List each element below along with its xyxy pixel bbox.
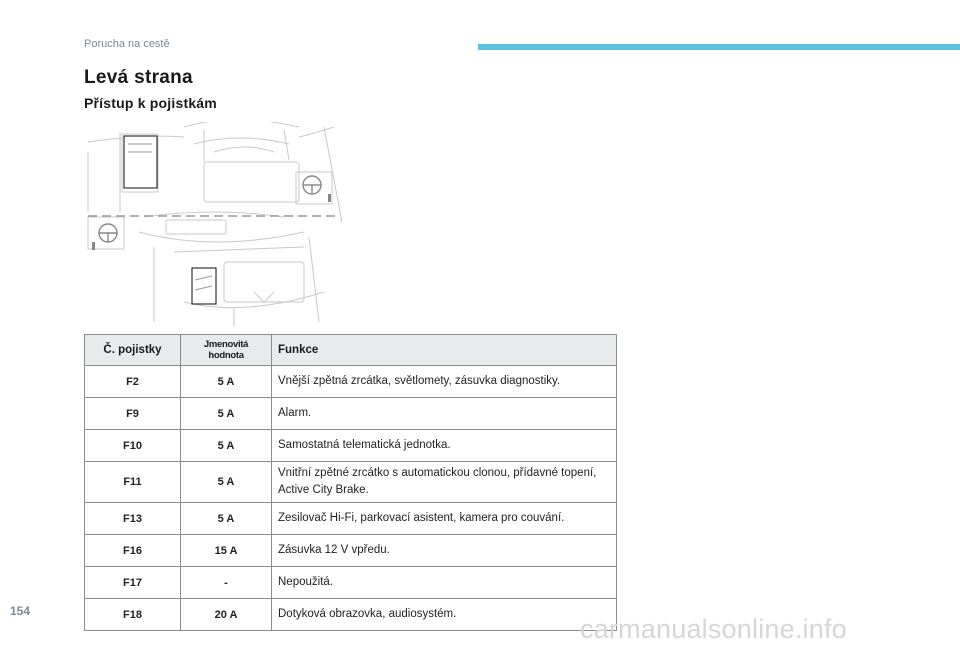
fuse-number: F2 bbox=[85, 366, 181, 398]
fuse-rating: 5 A bbox=[181, 503, 272, 535]
fuse-rating: 5 A bbox=[181, 462, 272, 503]
fuse-function: Vnější zpětná zrcátka, světlomety, zásuvka diagnostiky. bbox=[272, 366, 617, 398]
fuse-rating: - bbox=[181, 567, 272, 599]
dashboard-fuse-access-illustration bbox=[84, 122, 342, 327]
watermark: carmanualsonline.info bbox=[580, 614, 847, 644]
fuse-function: Vnitřní zpětné zrcátko s automatickou clonou, přídavné topení, Active City Brake. bbox=[272, 462, 617, 503]
fuse-function: Dotyková obrazovka, audiosystém. bbox=[272, 599, 617, 631]
fuse-rating: 5 A bbox=[181, 430, 272, 462]
fuse-function: Zesilovač Hi-Fi, parkovací asistent, kamera pro couvání. bbox=[272, 503, 617, 535]
table-row bbox=[85, 567, 617, 599]
fuse-number: F9 bbox=[85, 398, 181, 430]
fuse-function: Samostatná telematická jednotka. bbox=[272, 430, 617, 462]
table-row bbox=[85, 366, 617, 398]
table-row bbox=[85, 599, 617, 631]
header-accent-bar bbox=[478, 44, 960, 50]
fuse-function: Alarm. bbox=[272, 398, 617, 430]
fuse-number: F16 bbox=[85, 535, 181, 567]
page-number: 154 bbox=[10, 604, 31, 618]
table-row bbox=[85, 430, 617, 462]
fuse-rating: 15 A bbox=[181, 535, 272, 567]
page-title: Levá strana bbox=[84, 67, 193, 88]
page-subtitle: Přístup k pojistkám bbox=[84, 95, 217, 111]
table-header-row bbox=[85, 335, 617, 366]
column-header-rating: Jmenovitá hodnota bbox=[181, 335, 272, 366]
fuse-function: Zásuvka 12 V vpředu. bbox=[272, 535, 617, 567]
table-row bbox=[85, 462, 617, 503]
fuse-function: Nepoužitá. bbox=[272, 567, 617, 599]
fuse-number: F17 bbox=[85, 567, 181, 599]
fuse-number: F11 bbox=[85, 462, 181, 503]
table-row bbox=[85, 535, 617, 567]
fuse-table bbox=[84, 334, 617, 631]
fuse-number: F13 bbox=[85, 503, 181, 535]
fuse-number: F18 bbox=[85, 599, 181, 631]
fuse-number: F10 bbox=[85, 430, 181, 462]
fuse-rating: 5 A bbox=[181, 398, 272, 430]
table-row bbox=[85, 398, 617, 430]
fuse-rating: 20 A bbox=[181, 599, 272, 631]
fuse-rating: 5 A bbox=[181, 366, 272, 398]
table-row bbox=[85, 503, 617, 535]
section-label: Porucha na cestě bbox=[84, 38, 170, 50]
column-header-function: Funkce bbox=[272, 335, 617, 366]
column-header-fuse-number: Č. pojistky bbox=[85, 335, 181, 366]
